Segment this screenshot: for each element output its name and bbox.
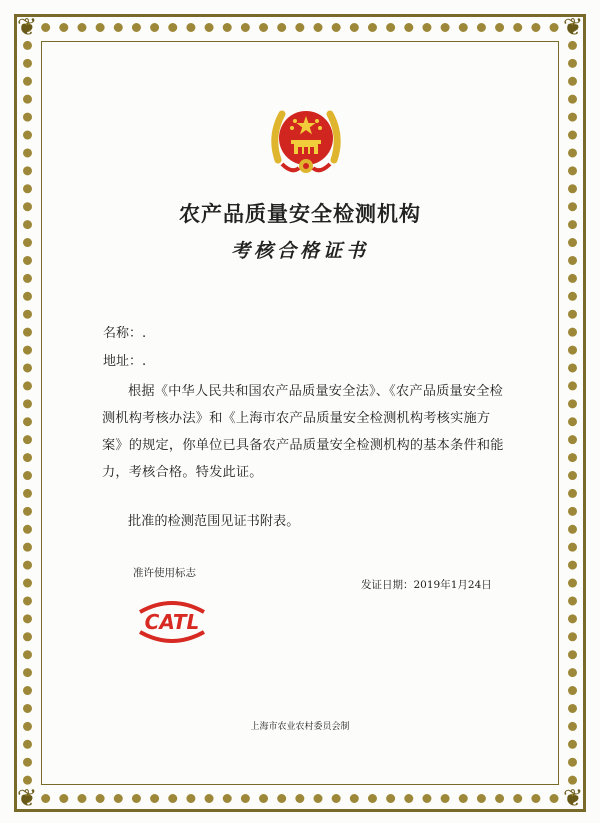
issue-date: 发证日期：2019年1月24日 xyxy=(361,579,492,591)
svg-text:CATL: CATL xyxy=(144,610,200,634)
name-value: . xyxy=(142,326,147,341)
certificate-title: 农产品质量安全检测机构 xyxy=(179,201,421,226)
corner-ornament-icon: ❦ xyxy=(562,784,584,812)
address-label: 地址： xyxy=(103,354,143,369)
national-emblem-icon xyxy=(268,100,344,182)
catl-logo xyxy=(132,598,212,644)
corner-ornament-icon: ❦ xyxy=(16,13,38,41)
name-label: 名称： xyxy=(103,326,143,341)
certificate-subtitle: 考核合格证书 xyxy=(230,240,369,262)
name-field xyxy=(103,322,146,341)
corner-ornament-icon: ❦ xyxy=(16,784,38,812)
address-value: . xyxy=(142,354,147,369)
certificate-body: 根据《中华人民共和国农产品质量安全法》、《农产品质量安全检测机构考核办法》和《上海市农产品质量安全检测机构考核实施方案》的规定，你单位已具备农产品质量安全检测机构的基本条件和能力，考核合格。特发此证。 xyxy=(102,384,504,480)
issuer: 上海市农业农村委员会制 xyxy=(250,722,350,732)
address-field xyxy=(103,350,146,369)
corner-ornament-icon: ❦ xyxy=(562,13,584,41)
logo-permit-label: 准许使用标志 xyxy=(133,567,196,579)
scope-note: 批准的检测范围见证书附表。 xyxy=(128,514,300,529)
